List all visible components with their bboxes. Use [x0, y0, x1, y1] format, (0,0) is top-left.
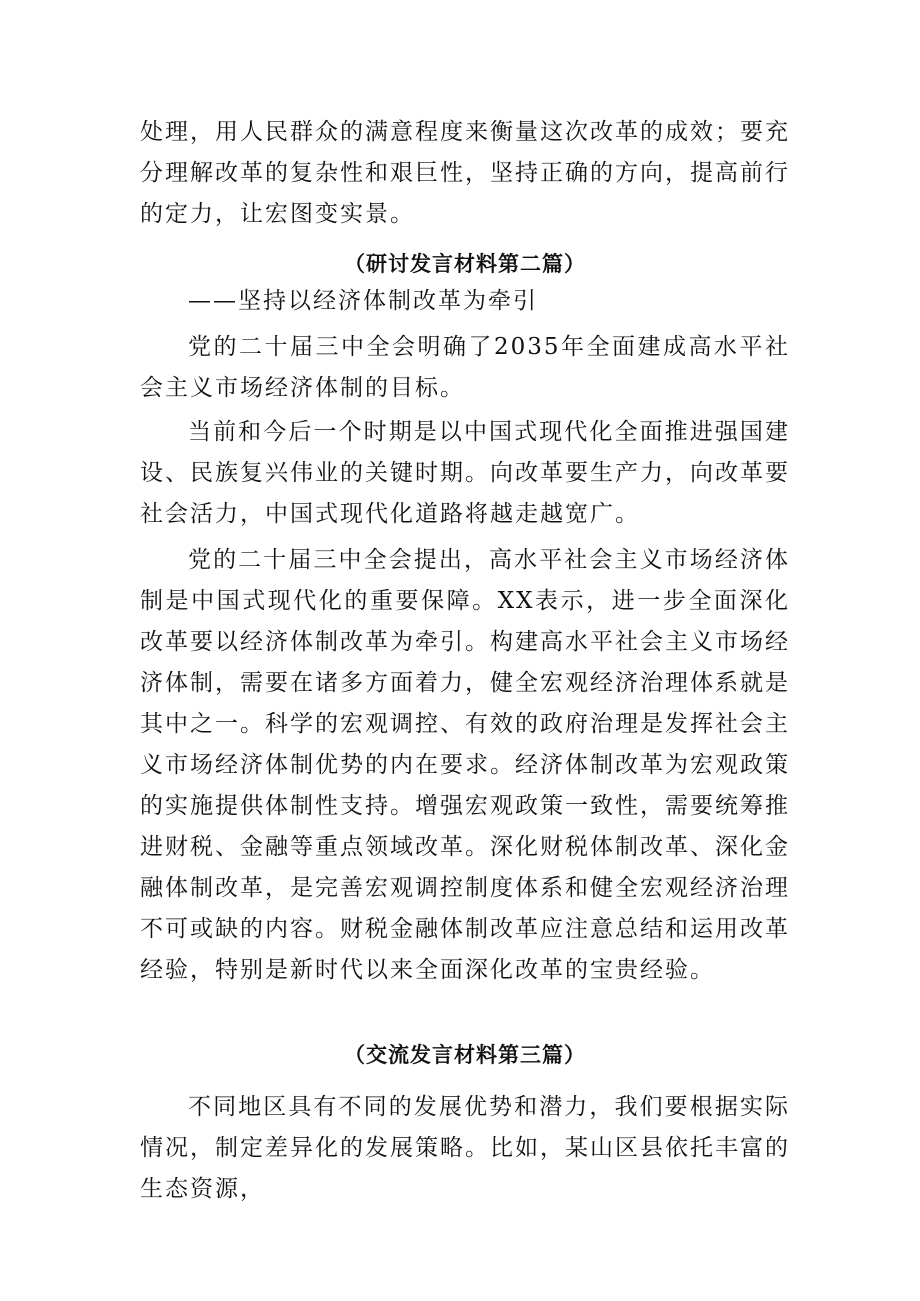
- section-2-paragraph-1: 党的二十届三中全会明确了2035年全面建成高水平社会主义市场经济体制的目标。: [140, 334, 790, 401]
- section-2-paragraph-3: 党的二十届三中全会提出，高水平社会主义市场经济体制是中国式现代化的重要保障。XX表示，进一步全面深化改革要以经济体制改革为牵引。构建高水平社会主义市场经济体制，需要在诸多方面着力，健全宏观经济治理体系就是其中之一。科学的宏观调控、有效的政府治理是发挥社会主义市场经济体制优势的内在要求。经济体制改革为宏观政策的实施提供体制性支持。增强宏观政策一致性，需要统筹推进财税、金融等重点领域改革。深化财税体制改革、深化金融体制改革，是完善宏观调控制度体系和健全宏观经济治理不可或缺的内容。财税金融体制改革应注意总结和运用改革经验，特别是新时代以来全面深化改革的宝贵经验。: [140, 547, 790, 983]
- section-2-paragraph-2: 当前和今后一个时期是以中国式现代化全面推进强国建设、民族复兴伟业的关键时期。向改革要生产力，向改革要社会活力，中国式现代化道路将越走越宽广。: [140, 419, 790, 527]
- section-3-paragraph-1: 不同地区具有不同的发展优势和潜力，我们要根据实际情况，制定差异化的发展策略。比如，某山区县依托丰富的生态资源，: [140, 1094, 790, 1202]
- section-2-heading: （研讨发言材料第二篇）: [344, 252, 586, 276]
- section-2-subtitle: ——坚持以经济体制改革为牵引: [188, 288, 538, 314]
- intro-paragraph: 处理，用人民群众的满意程度来衡量这次改革的成效；要充分理解改革的复杂性和艰巨性，坚持正确的方向，提高前行的定力，让宏图变实景。: [140, 119, 790, 227]
- section-3-heading: （交流发言材料第三篇）: [344, 1043, 586, 1067]
